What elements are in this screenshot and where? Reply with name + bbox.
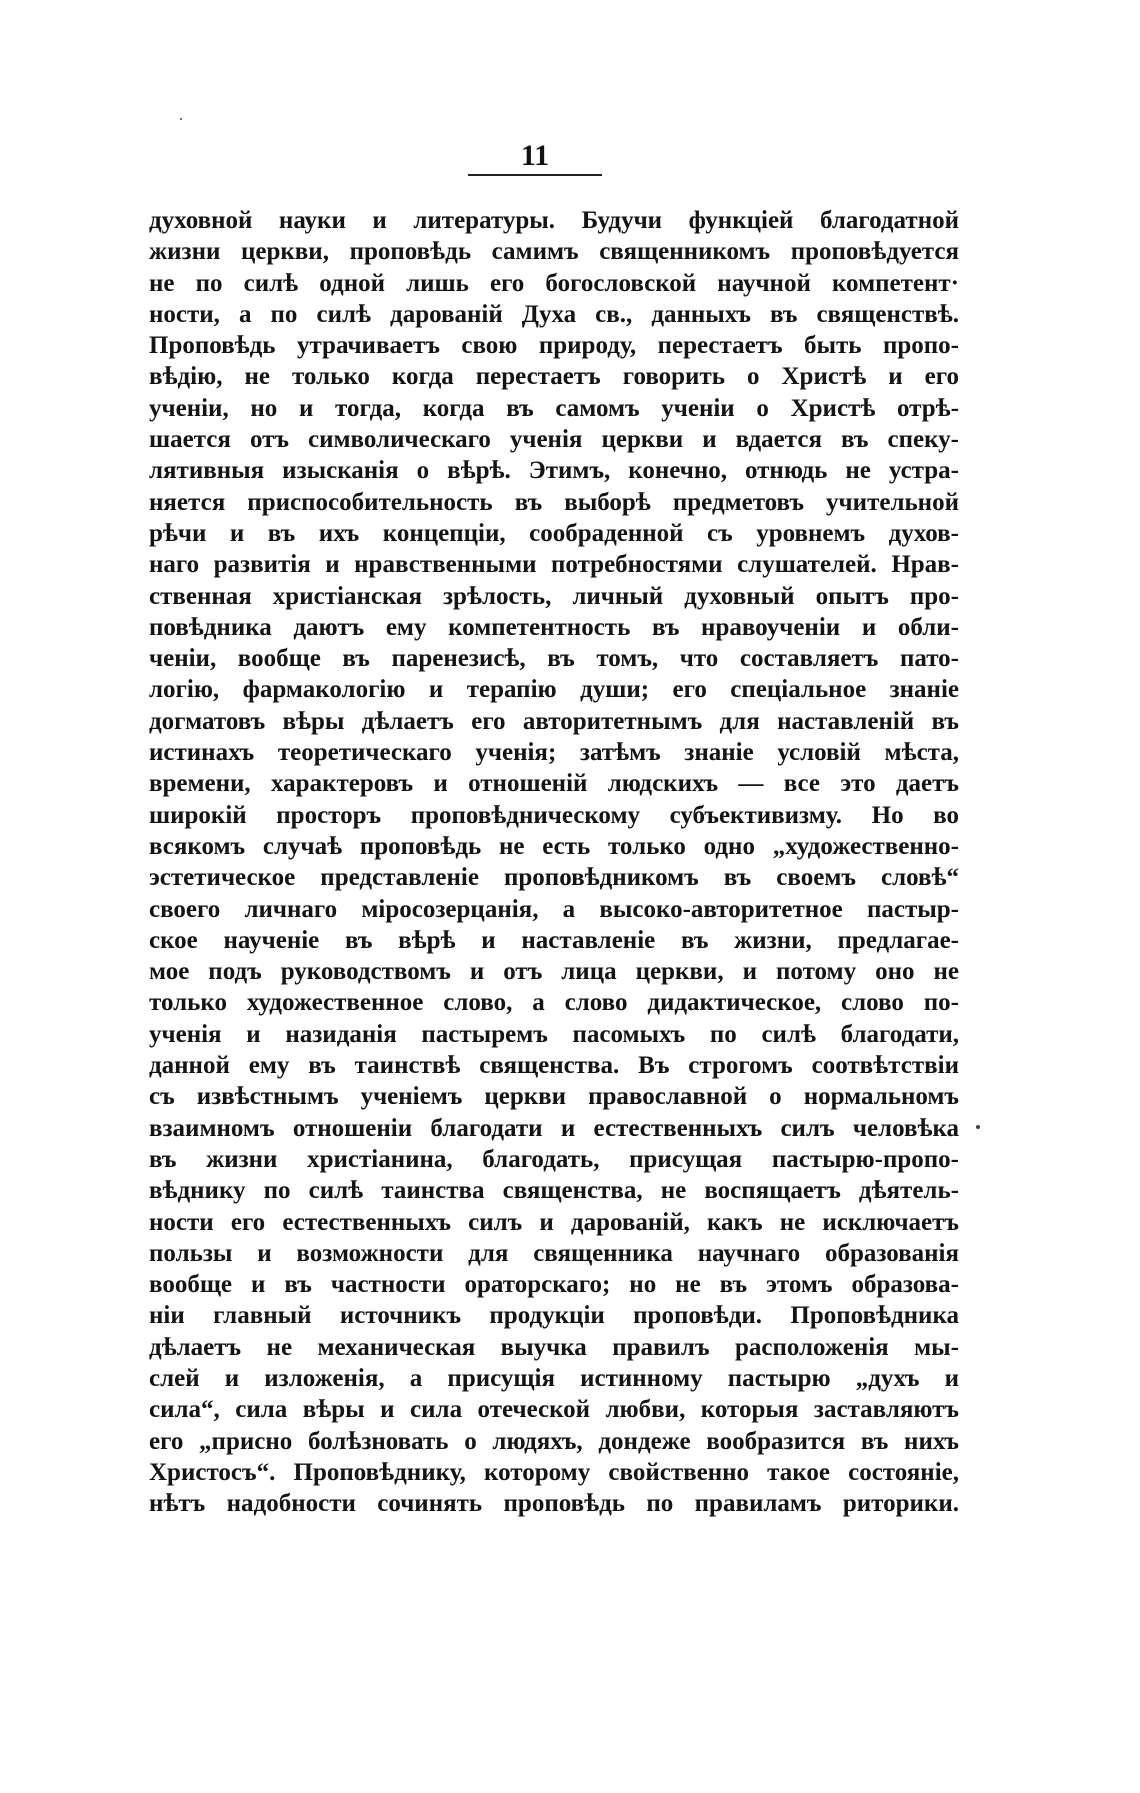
text-line: своего личнаго міросозерцанія, а высоко-авторитетное пастыр-	[149, 895, 959, 923]
margin-speck	[976, 1125, 980, 1129]
text-line: не по силѣ одной лишь его богословской научной компетент·	[149, 269, 959, 297]
text-line: сила“, сила вѣры и сила отеческой любви, которыя заставляютъ	[149, 1396, 959, 1424]
text-line: ности, а по силѣ дарованій Духа св., данныхъ въ священствѣ.	[149, 300, 959, 328]
text-line: слей и изложенія, а присущія истинному пастырю „духъ и	[149, 1364, 959, 1392]
text-line: пользы и возможности для священника научнаго образованія	[149, 1239, 959, 1267]
text-line: лятивныя изысканія о вѣрѣ. Этимъ, конечно, отнюдь не устра-	[149, 457, 959, 485]
text-line: ское наученіе въ вѣрѣ и наставленіе въ жизни, предлагае-	[149, 926, 959, 954]
margin-speck	[180, 118, 182, 120]
text-line: дѣлаетъ не механическая выучка правилъ расположенія мы-	[149, 1333, 959, 1361]
text-line: данной ему въ таинствѣ священства. Въ строгомъ соотвѣтствіи	[149, 1052, 959, 1080]
text-line: ственная христіанская зрѣлость, личный духовный опытъ про-	[149, 582, 959, 610]
text-line: взаимномъ отношеніи благодати и естественныхъ силъ человѣка	[149, 1114, 959, 1142]
text-line: времени, характеровъ и отношеній людскихъ — все это даетъ	[149, 770, 959, 798]
page-number: 11	[520, 139, 550, 172]
text-line: вѣднику по силѣ таинства священства, не воспящаетъ дѣятель-	[149, 1177, 959, 1205]
text-line: его „присно болѣзновать о людяхъ, дондеже вообразится въ нихъ	[149, 1427, 959, 1455]
text-line: жизни церкви, проповѣдь самимъ священникомъ проповѣдуется	[149, 238, 959, 266]
text-line: всякомъ случаѣ проповѣдь не есть только одно „художественно-	[149, 832, 959, 860]
text-line: логію, фармакологію и терапію души; его спеціальное знаніе	[149, 676, 959, 704]
text-line: ученіи, но и тогда, когда въ самомъ ученіи о Христѣ отрѣ-	[149, 394, 959, 422]
text-line: эстетическое представленіе проповѣдникомъ въ своемъ словѣ“	[149, 864, 959, 892]
text-line: шается отъ символическаго ученія церкви и вдается въ спеку-	[149, 426, 959, 454]
text-line: съ извѣстнымъ ученіемъ церкви православной о нормальномъ	[149, 1083, 959, 1111]
text-line: вообще и въ частности ораторскаго; но не въ этомъ образова-	[149, 1271, 959, 1299]
page-number-rule	[468, 174, 602, 176]
text-line: рѣчи и въ ихъ концепціи, сообраденной съ уровнемъ духов-	[149, 519, 959, 547]
text-line: повѣдника даютъ ему компетентность въ нравоученіи и обли-	[149, 613, 959, 641]
text-line: вѣдію, не только когда перестаетъ говорить о Христѣ и его	[149, 363, 959, 391]
text-line: широкій просторъ проповѣдническому субъективизму. Но во	[149, 801, 959, 829]
text-line: нѣтъ надобности сочинять проповѣдь по правиламъ риторики.	[149, 1490, 959, 1518]
text-line: только художественное слово, а слово дидактическое, слово по-	[149, 989, 959, 1017]
text-line: въ жизни христіанина, благодать, присущая пастырю-пропо-	[149, 1145, 959, 1173]
text-line: Проповѣдь утрачиваетъ свою природу, перестаетъ быть пропо-	[149, 332, 959, 360]
body-text	[149, 205, 959, 1519]
text-line: духовной науки и литературы. Будучи функціей благодатной	[149, 207, 959, 234]
text-line: ніи главный источникъ продукціи проповѣди. Проповѣдника	[149, 1302, 959, 1330]
text-line: мое подъ руководствомъ и отъ лица церкви, и потому оно не	[149, 958, 959, 986]
text-line: догматовъ вѣры дѣлаетъ его авторитетнымъ для наставленій въ	[149, 707, 959, 735]
text-line: няется приспособительность въ выборѣ предметовъ учительной	[149, 488, 959, 516]
text-line: ности его естественныхъ силъ и дарованій, какъ не исключаетъ	[149, 1208, 959, 1236]
text-line: наго развитія и нравственными потребностями слушателей. Нрав-	[149, 551, 959, 579]
text-line: ученія и назиданія пастыремъ пасомыхъ по силѣ благодати,	[149, 1020, 959, 1048]
text-line: истинахъ теоретическаго ученія; затѣмъ знаніе условій мѣста,	[149, 739, 959, 767]
text-line: Христосъ“. Проповѣднику, которому свойственно такое состояніе,	[149, 1458, 959, 1486]
text-line: ченіи, вообще въ паренезисѣ, въ томъ, что составляетъ пато-	[149, 645, 959, 673]
